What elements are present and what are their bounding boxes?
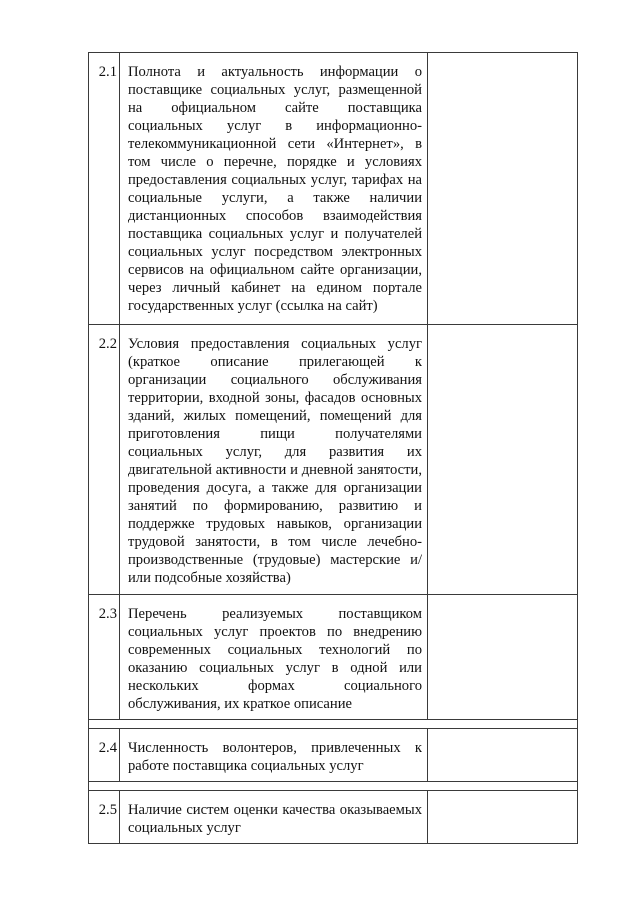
row-gap	[89, 782, 578, 791]
gap-cell	[89, 782, 120, 791]
row-value-cell	[428, 595, 578, 720]
row-value-cell	[428, 53, 578, 325]
gap-cell	[120, 720, 428, 729]
gap-cell	[428, 720, 578, 729]
table-row	[89, 325, 578, 595]
row-description: Полнота и актуальность информации о поставщике социальных услуг, размещенной на официальном сайте поставщика социальных услуг в информационно-телекоммуникационной сети «Интернет», в том числе о перечне, порядке и условиях предоставления социальных услуг, тарифах на социальные услуги, а также наличии дистанционных способов взаимодействия поставщика социальных услуг и получателей социальных услуг посредством электронных сервисов на официальном сайте организации, через личный кабинет на едином портале государственных услуг (ссылка на сайт)	[120, 53, 428, 325]
table-row	[89, 791, 578, 844]
gap-cell	[89, 720, 120, 729]
table-row	[89, 595, 578, 720]
gap-cell	[120, 782, 428, 791]
row-gap	[89, 720, 578, 729]
row-value-cell	[428, 791, 578, 844]
row-number: 2.4	[89, 729, 120, 782]
row-number: 2.2	[89, 325, 120, 595]
row-description: Наличие систем оценки качества оказываемых социальных услуг	[120, 791, 428, 844]
row-description: Перечень реализуемых поставщиком социальных услуг проектов по внедрению современных социальных технологий по оказанию социальных услуг в одной или нескольких формах социального обслуживания, их краткое описание	[120, 595, 428, 720]
row-description: Условия предоставления социальных услуг (краткое описание прилегающей к организации социального обслуживания территории, входной зоны, фасадов основных зданий, жилых помещений, помещений для приготовления пищи получателями социальных услуг, для развития их двигательной активности и дневной занятости, проведения досуга, а также для организации занятий по формированию, развитию и поддержке трудовых навыков, организации трудовой занятости, в том числе лечебно-производственные (трудовые) мастерские и/или подсобные хозяйства)	[120, 325, 428, 595]
row-number: 2.3	[89, 595, 120, 720]
row-number: 2.5	[89, 791, 120, 844]
row-number: 2.1	[89, 53, 120, 325]
table-row	[89, 53, 578, 325]
gap-cell	[428, 782, 578, 791]
row-description: Численность волонтеров, привлеченных к работе поставщика социальных услуг	[120, 729, 428, 782]
row-value-cell	[428, 729, 578, 782]
services-info-table	[88, 52, 578, 844]
row-value-cell	[428, 325, 578, 595]
table-row	[89, 729, 578, 782]
